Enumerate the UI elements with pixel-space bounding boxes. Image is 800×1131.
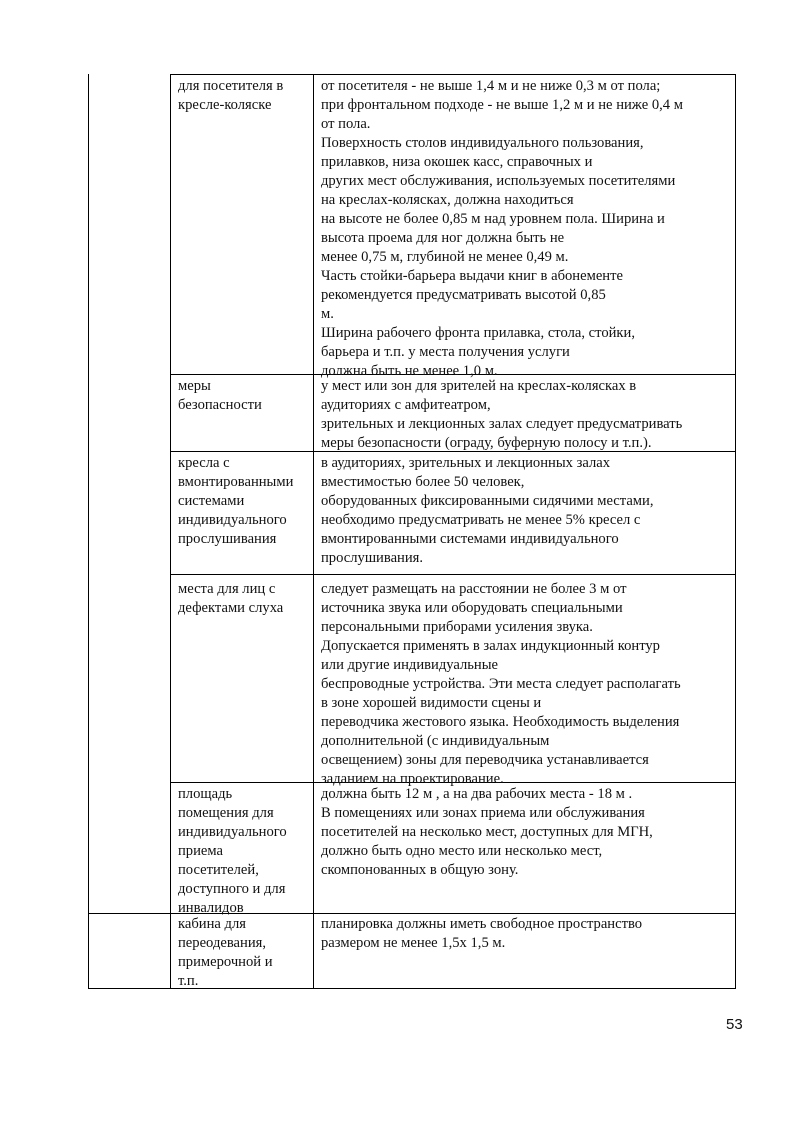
table-cell-label: меры безопасности	[178, 378, 262, 413]
table-border-left	[88, 74, 89, 988]
table-cell-text: у мест или зон для зрителей на креслах-колясках в аудиториях с амфитеатром, зрительных и лекционных залах следует предусматривать меры безопасности (ограду, буферную полосу и т.п.).	[321, 378, 683, 451]
table-cell-text: планировка должны иметь свободное пространство размером не менее 1,5х 1,5 м.	[321, 916, 643, 951]
table-border-right	[735, 74, 736, 988]
page-number: 53	[726, 1016, 743, 1033]
table-cell-label: для посетителя в кресле-коляске	[178, 78, 284, 113]
table-column-divider-1	[170, 74, 171, 988]
table-cell-label: кабина для переодевания, примерочной и т.п.	[178, 916, 273, 989]
table-border-top	[170, 74, 736, 75]
table-cell-text: должна быть 12 м , а на два рабочих места - 18 м . В помещениях или зонах приема или обслуживания посетителей на несколько мест, доступных для МГН, должно быть одно место или несколько мест, скомпонованных в общую зону.	[321, 786, 653, 878]
table-column-divider-2	[313, 74, 314, 988]
table-cell-text: от посетителя - не выше 1,4 м и не ниже 0,3 м от пола; при фронтальном подходе - не выше 1,2 м и не ниже 0,4 м от пола. Поверхность столов индивидуального пользования, прилавков, низа окошек касс, справочных и других мест обслуживания, используемых посетителями на креслах-колясках, должна находиться на высоте не более 0,85 м над уровнем пола. Ширина и высота проема для ног должна быть не менее 0,75 м, глубиной не менее 0,49 м. Часть стойки-барьера выдачи книг в абонементе рекомендуется предусматривать высотой 0,85 м. Ширина рабочего фронта прилавка, стола, стойки, барьера и т.п. у места получения услуги должна быть не менее 1,0 м.	[321, 78, 683, 379]
table-cell-text: следует размещать на расстоянии не более 3 м от источника звука или оборудовать специальными персональными приборами усиления звука. Допускается применять в залах индукционный контур или другие индивидуальные беспроводные устройства. Эти места следует располагать в зоне хорошей видимости сцены и переводчика жестового языка. Необходимость выделения дополнительной (с индивидуальным освещением) зоны для переводчика устанавливается заданием на проектирование.	[321, 581, 681, 787]
table-cell-label: кресла с вмонтированными системами индивидуального прослушивания	[178, 455, 294, 547]
table-cell-text: в аудиториях, зрительных и лекционных залах вместимостью более 50 человек, оборудованных фиксированными сидячими местами, необходимо предусматривать не менее 5% кресел с вмонтированными системами индивидуального прослушивания.	[321, 455, 654, 566]
row-divider	[170, 574, 736, 575]
table-cell-label: площадь помещения для индивидуального приема посетителей, доступного и для инвалидов	[178, 786, 287, 916]
table-cell-label: места для лиц с дефектами слуха	[178, 581, 284, 616]
